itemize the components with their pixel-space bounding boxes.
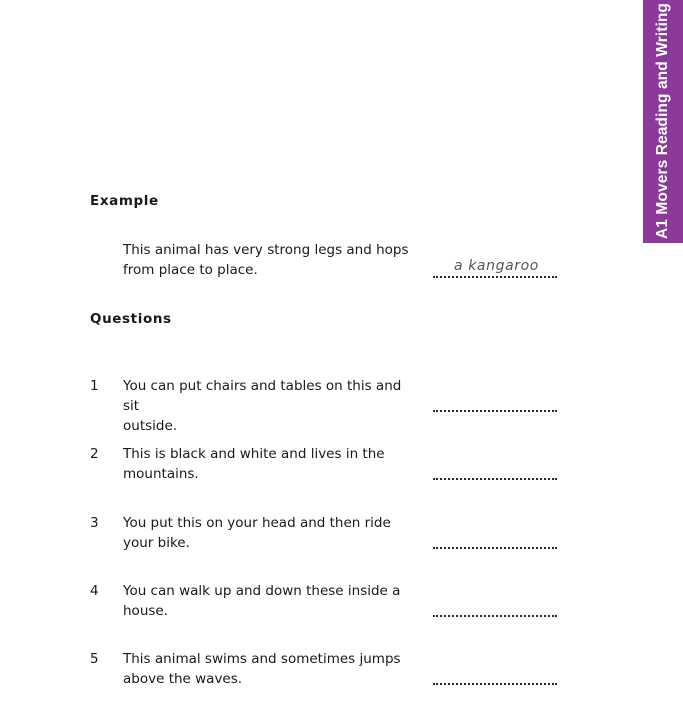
example-question-line-1: This animal has very strong legs and hops	[123, 242, 409, 258]
question-text	[123, 649, 413, 689]
question-line-1: You can walk up and down these inside a	[123, 583, 401, 599]
question-line-2: your bike.	[123, 535, 190, 551]
question-line-1: This animal swims and sometimes jumps	[123, 651, 401, 667]
section-tab-label: A1 Movers Reading and Writing	[654, 2, 671, 240]
question-line-2: outside.	[123, 418, 178, 434]
question-text	[123, 444, 413, 484]
question-line-2: house.	[123, 603, 169, 619]
answer-field-5[interactable]	[433, 683, 557, 685]
question-item-2	[90, 444, 560, 488]
question-line-2: mountains.	[123, 466, 199, 482]
question-text	[123, 376, 413, 436]
question-line-1: You can put chairs and tables on this and sit	[123, 378, 402, 414]
questions-heading: Questions	[90, 311, 172, 327]
answer-field-1[interactable]	[433, 410, 557, 412]
question-item-1	[90, 376, 560, 434]
question-item-4	[90, 581, 560, 625]
question-number: 2	[90, 446, 99, 462]
question-number: 5	[90, 651, 99, 667]
example-answer: a kangaroo	[454, 258, 539, 274]
question-line-1: You put this on your head and then ride	[123, 515, 391, 531]
question-line-1: This is black and white and lives in the	[123, 446, 385, 462]
example-heading: Example	[90, 193, 159, 209]
example-question-line-2: from place to place.	[123, 262, 258, 278]
question-item-3	[90, 513, 560, 557]
question-text	[123, 581, 413, 621]
section-tab	[643, 0, 683, 243]
question-number: 3	[90, 515, 99, 531]
example-answer-line	[433, 276, 557, 278]
example-item	[90, 240, 560, 284]
answer-field-3[interactable]	[433, 547, 557, 549]
question-text	[123, 513, 413, 553]
question-item-5	[90, 649, 560, 693]
question-line-2: above the waves.	[123, 671, 243, 687]
answer-field-2[interactable]	[433, 478, 557, 480]
answer-field-4[interactable]	[433, 615, 557, 617]
question-number: 1	[90, 378, 99, 394]
question-number: 4	[90, 583, 99, 599]
example-question-text	[123, 240, 413, 280]
